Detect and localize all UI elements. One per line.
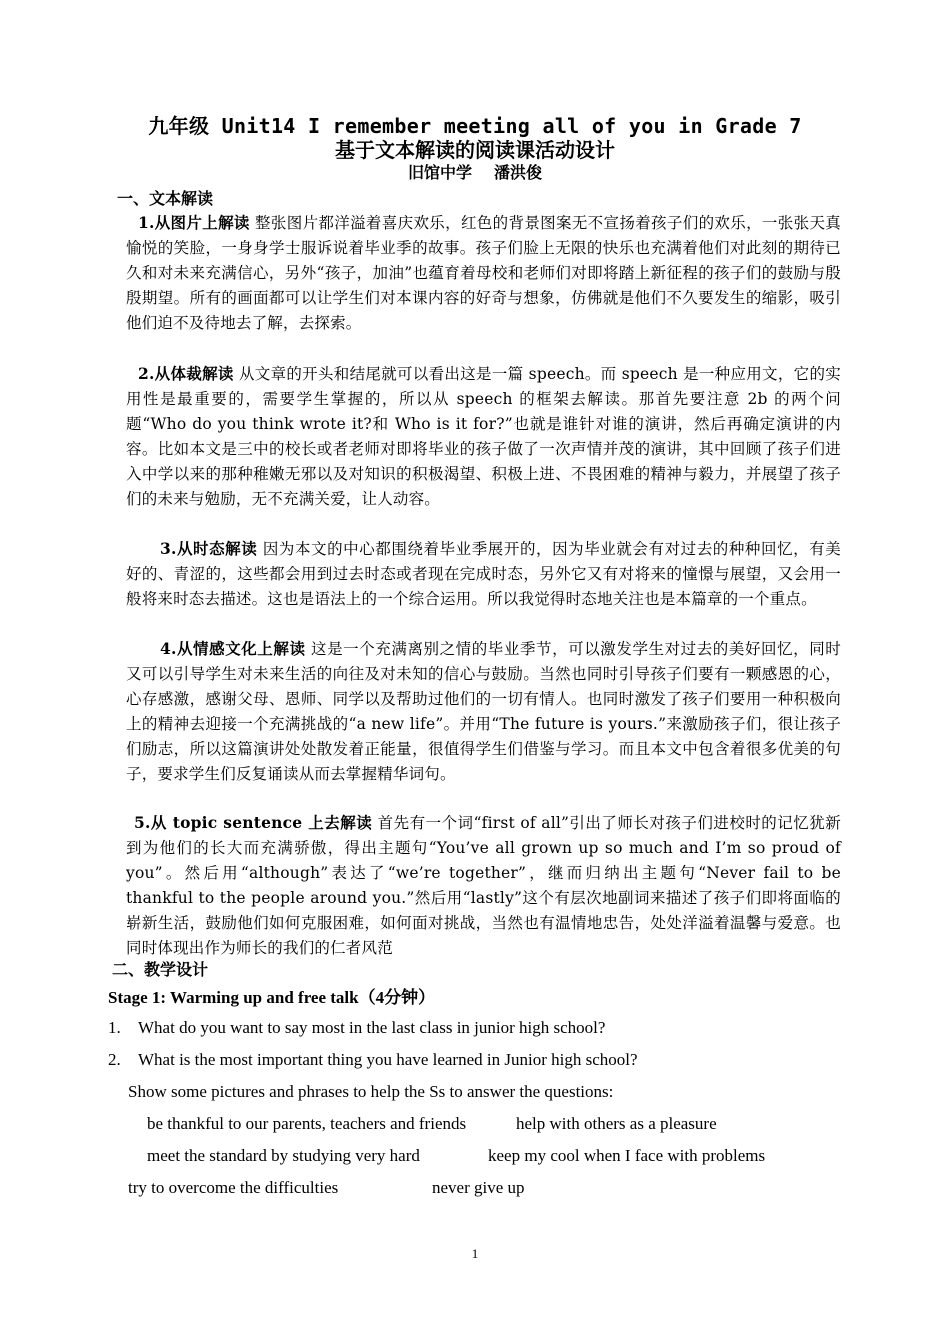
analysis-paragraph-4 [126, 636, 841, 787]
document-title [0, 113, 950, 139]
analysis-paragraph-2 [126, 361, 841, 512]
phrase: help with others as a pleasure [516, 1114, 717, 1133]
stage-heading: Stage 1: Warming up and free talk（4分钟） [108, 988, 436, 1007]
phrase: be thankful to our parents, teachers and friends [147, 1114, 467, 1133]
phrase: keep my cool when I face with problems [488, 1146, 766, 1165]
title-unit: Unit14 I remember meeting all of you in Grade 7 [209, 114, 802, 138]
paragraph-label: 4.从情感文化上解读 [160, 639, 306, 658]
question-number: 1. [108, 1018, 121, 1037]
section-heading-teaching-design: 二、教学设计 [112, 960, 209, 979]
paragraph-text: 首先有一个词“first of all”引出了师长对孩子们进校时的记忆犹新到为他们的长大而充满骄傲，得出主题句“You’ve all grown up so much and I’m so proud of you”。然后用“although”表达了“we’re together”，继而归纳出主题句“Never fail to be thankful to the people around you.”然后用“lastly”这个有层次地副词来描述了孩子们即将面临的崭新生活，鼓励他们如何克服困难，如何面对挑战，当然也有温情地忠告，处处洋溢着温馨与爱意。也同时体现出作为师长的我们的仁者风范 [126, 814, 841, 957]
paragraph-text: 这是一个充满离别之情的毕业季节，可以激发学生对过去的美好回忆，同时又可以引导学生对未来生活的向往及对未知的信心与鼓励。当然也同时引导孩子们要有一颗感恩的心，心存感激，感谢父母、恩师、同学以及帮助过他们的一切有情人。也同时激发了孩子们要用一种积极向上的精神去迎接一个充满挑战的“a new life”。并用“The future is yours.”来激励孩子们，很让孩子们励志，所以这篇演讲处处散发着正能量，很值得学生们借鉴与学习。而且本文中包含着很多优美的句子，要求学生们反复诵读从而去掌握精华词句。 [126, 640, 841, 783]
question-text: What is the most important thing you have learned in Junior high school? [138, 1050, 638, 1069]
school-name: 旧馆中学 [407, 163, 472, 182]
instruction-line: Show some pictures and phrases to help the Ss to answer the questions: [128, 1082, 614, 1101]
question-2 [108, 1048, 638, 1072]
analysis-paragraph-5 [126, 810, 841, 961]
phrase: try to overcome the difficulties [128, 1178, 339, 1197]
paragraph-label: 2.从体裁解读 [138, 364, 234, 383]
paragraph-label: 3.从时态解读 [160, 539, 258, 558]
author-name: 潘洪俊 [494, 163, 543, 182]
phrase: meet the standard by studying very hard [147, 1146, 420, 1165]
question-number: 2. [108, 1050, 121, 1069]
paragraph-label: 5.从 topic sentence 上去解读 [134, 813, 373, 832]
paragraph-label: 1.从图片上解读 [138, 213, 250, 232]
document-subtitle: 基于文本解读的阅读课活动设计 [335, 138, 615, 162]
paragraph-text: 整张图片都洋溢着喜庆欢乐，红色的背景图案无不宣扬着孩子们的欢乐，一张张天真愉悦的笑脸，一身身学士服诉说着毕业季的故事。孩子们脸上无限的快乐也充满着他们对此刻的期待已久和对未来充满信心，另外“孩子，加油”也蕴育着母校和老师们对即将踏上新征程的孩子们的鼓励与殷殷期望。所有的画面都可以让学生们对本课内容的好奇与想象，仿佛就是他们不久要发生的缩影，吸引他们迫不及待地去了解，去探索。 [126, 214, 841, 332]
paragraph-text: 从文章的开头和结尾就可以看出这是一篇 speech。而 speech 是一种应用文，它的实用性是最重要的，需要学生掌握的，所以从 speech 的框架去解读。那首先要注意 2b 的两个问题“Who do you think wrote it?和 Who is it for?”也就是谁针对谁的演讲，然后再确定演讲的内容。比如本文是三中的校长或者老师对即将毕业的孩子做了一次声情并茂的演讲，其中回顾了孩子们进入中学以来的那种稚嫩无邪以及对知识的积极渴望、积极上进、不畏困难的精神与毅力，并展望了孩子们的未来与勉励，无不充满关爱，让人动容。 [126, 365, 841, 508]
analysis-paragraph-1 [126, 210, 841, 336]
title-grade: 九年级 [148, 114, 210, 138]
page-number: 1 [471, 1246, 479, 1261]
phrase: never give up [432, 1178, 525, 1197]
analysis-paragraph-3 [126, 536, 841, 612]
question-1 [108, 1016, 605, 1040]
section-heading-text-analysis: 一、文本解读 [117, 189, 214, 208]
question-text: What do you want to say most in the last class in junior high school? [138, 1018, 606, 1037]
paragraph-text: 因为本文的中心都围绕着毕业季展开的，因为毕业就会有对过去的种种回忆，有美好的、青涩的，这些都会用到过去时态或者现在完成时态，另外它又有对将来的憧憬与展望，又会用一般将来时态去描述。这也是语法上的一个综合运用。所以我觉得时态地关注也是本篇章的一个重点。 [126, 540, 841, 608]
author-line [0, 162, 950, 184]
